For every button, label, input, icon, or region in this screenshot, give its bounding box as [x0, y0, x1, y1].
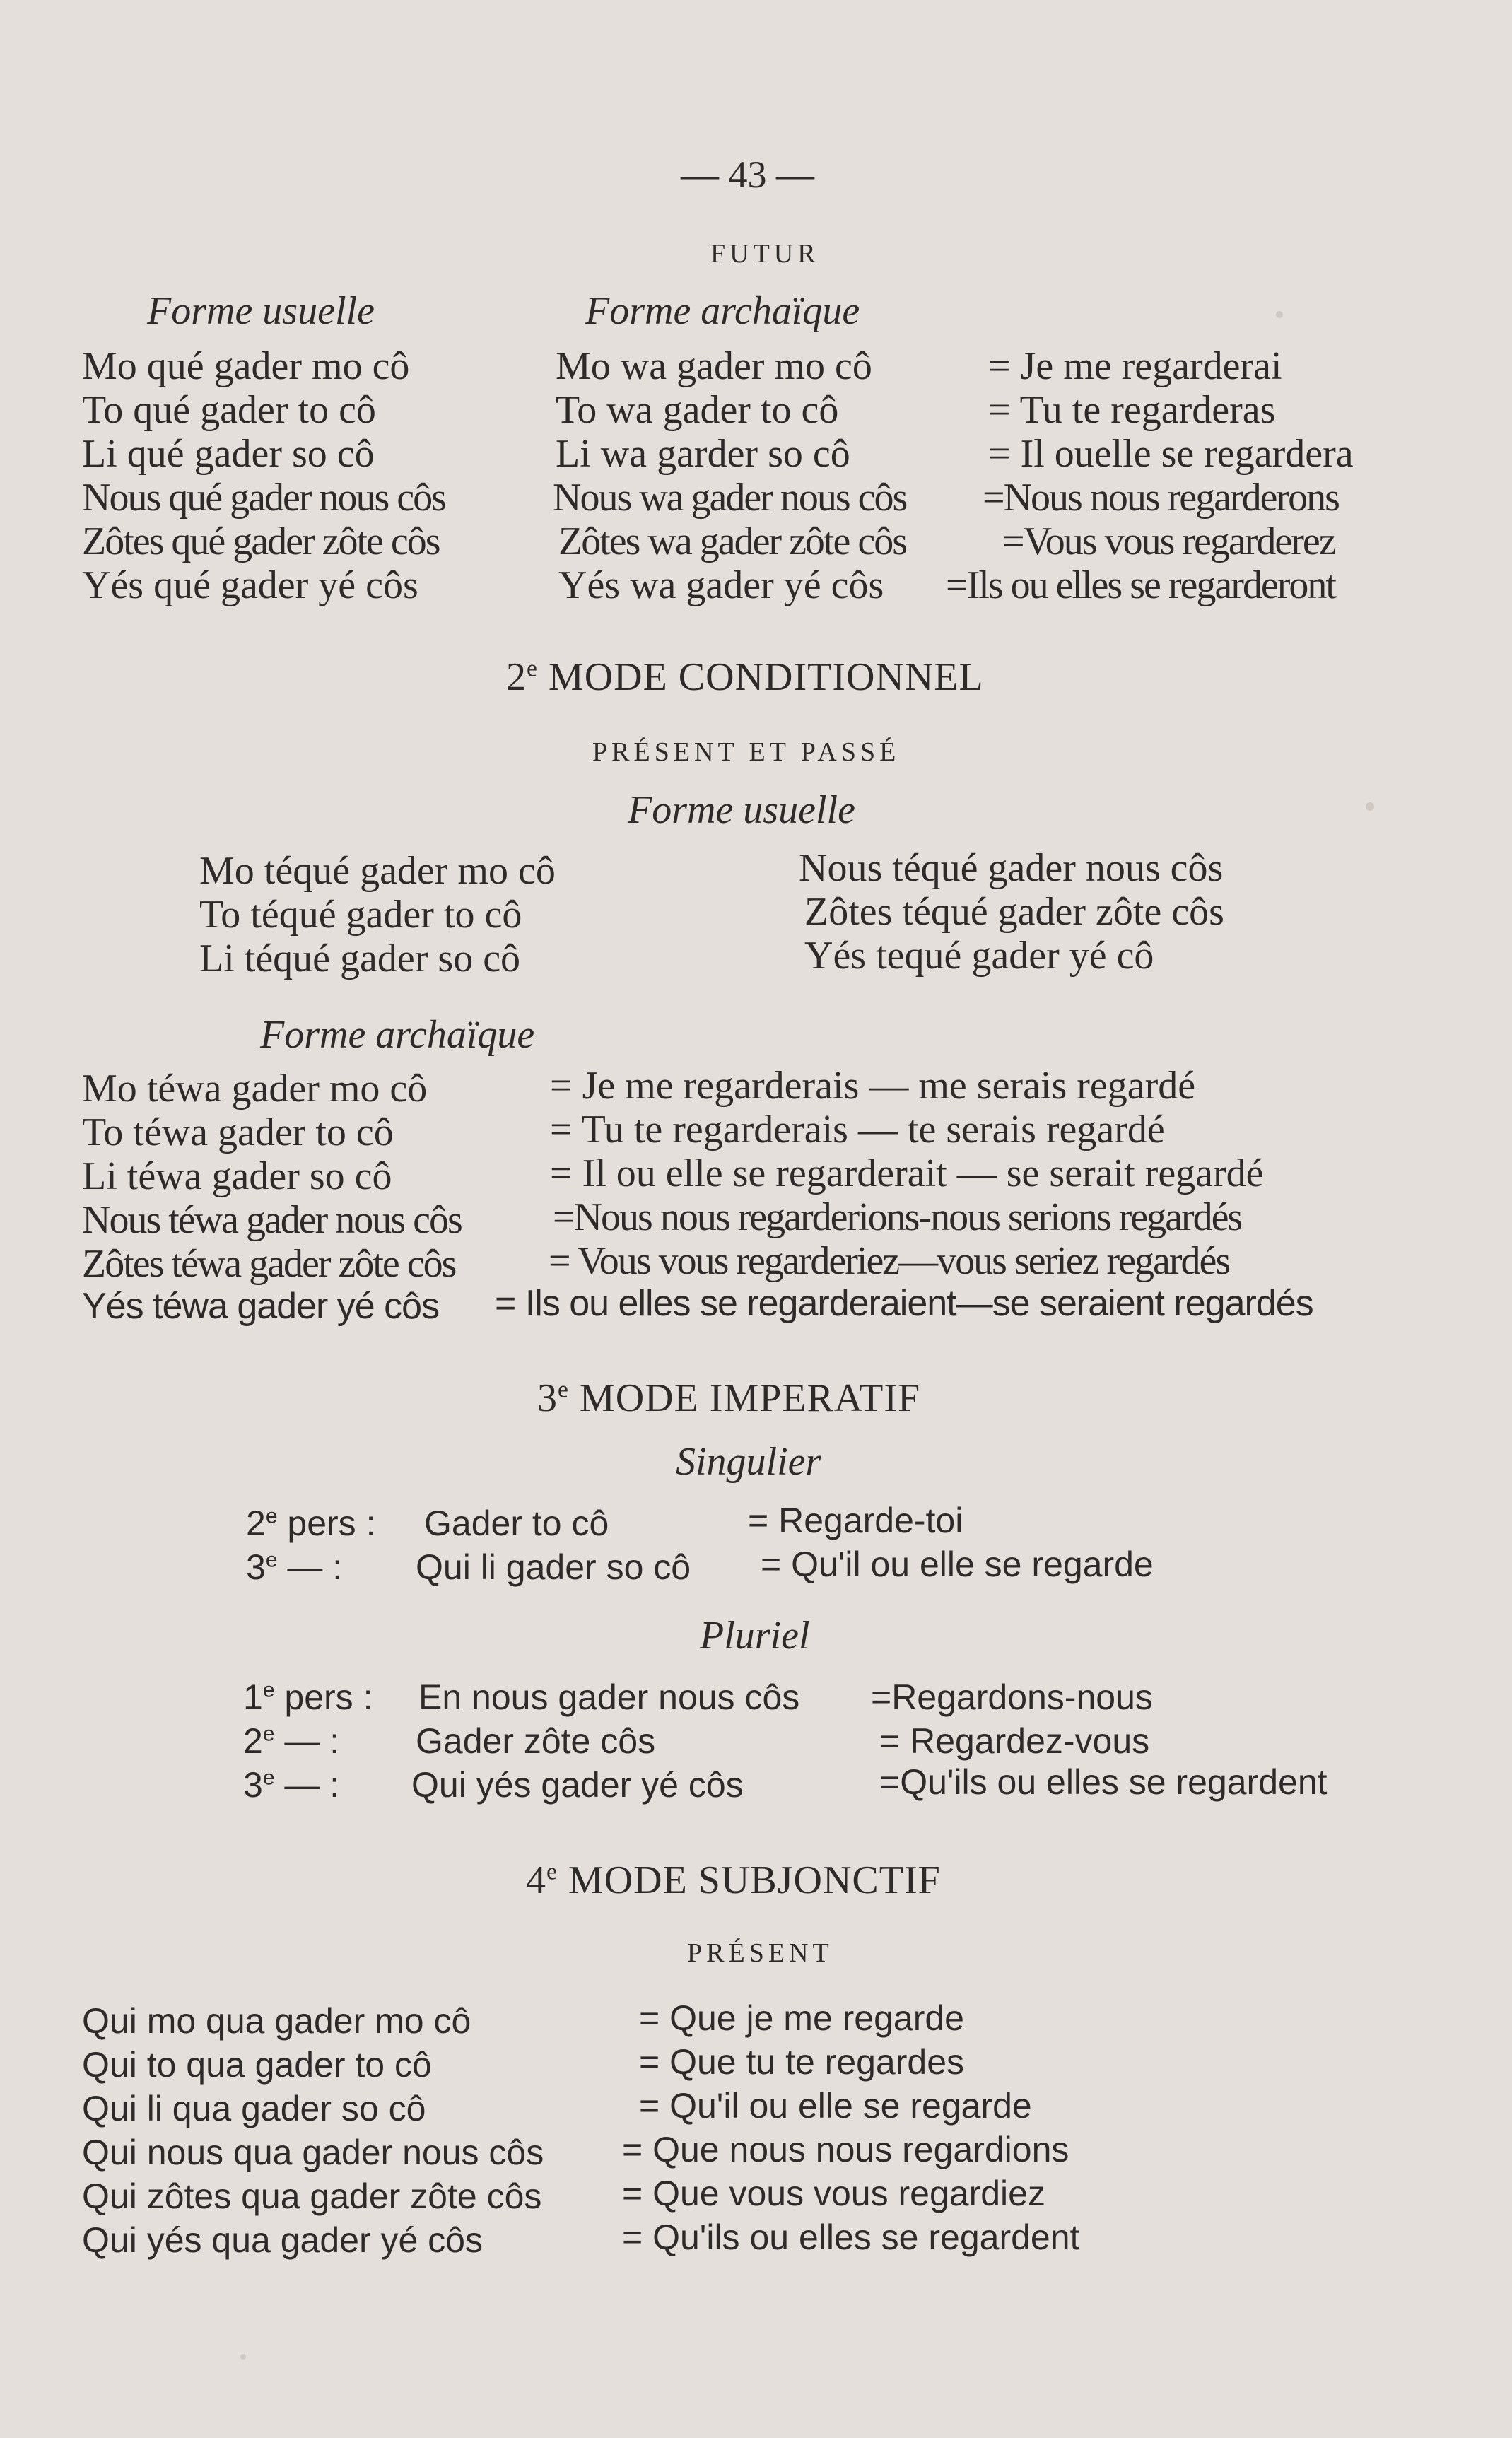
subjonctif-creole-cell: Qui zôtes qua gader zôte côs: [82, 2176, 542, 2216]
conditionnel-creole-cell: Yés téwa gader yé côs: [82, 1286, 440, 1327]
futur-usuelle-cell: To qué gader to cô: [82, 388, 376, 432]
futur-french-cell: = Il ouelle se regardera: [988, 432, 1354, 476]
imperatif-person-label: — :: [284, 1765, 340, 1805]
futur-french-cell: =Nous nous regarderons: [983, 476, 1339, 520]
imperatif-creole-cell: Qui li gader so cô: [416, 1547, 691, 1587]
futur-usuelle-cell: Nous qué gader nous côs: [82, 476, 445, 520]
page-number: — 43 —: [681, 153, 814, 196]
subjonctif-subtitle: PRÉSENT: [687, 1938, 833, 1968]
imperatif-french-cell: =Regardons-nous: [871, 1677, 1153, 1717]
imperatif-title-text: MODE IMPERATIF: [579, 1376, 921, 1420]
imperatif-person: [243, 1767, 339, 1803]
imperatif-singulier-header: Singulier: [676, 1440, 821, 1484]
conditionnel-french-cell: = Ils ou elles se regarderaient—se seraient regardés: [495, 1283, 1313, 1324]
futur-archaique-header: Forme archaïque: [585, 289, 860, 333]
subjonctif-title-text: MODE SUBJONCTIF: [568, 1858, 941, 1902]
conditionnel-usuelle-right: Yés tequé gader yé cô: [804, 934, 1154, 978]
subjonctif-french-cell: = Que tu te regardes: [639, 2042, 965, 2082]
futur-french-cell: = Tu te regarderas: [988, 388, 1276, 432]
futur-usuelle-cell: Yés qué gader yé côs: [82, 563, 418, 607]
subjonctif-creole-cell: Qui mo qua gader mo cô: [82, 2001, 471, 2041]
futur-archaique-cell: To wa gader to cô: [556, 388, 839, 432]
subjonctif-creole-cell: Qui yés qua gader yé côs: [82, 2220, 483, 2260]
conditionnel-title-sup: e: [527, 655, 538, 682]
conditionnel-usuelle-left: Mo téqué gader mo cô: [199, 849, 556, 893]
conditionnel-creole-cell: Mo téwa gader mo cô: [82, 1067, 428, 1110]
imperatif-person: [246, 1549, 342, 1585]
conditionnel-title: [506, 657, 984, 697]
imperatif-title-sup: e: [558, 1376, 569, 1403]
conditionnel-usuelle-left: To téqué gader to cô: [199, 893, 522, 937]
imperatif-person-sup: e: [262, 1722, 275, 1746]
imperatif-person-label: pers :: [284, 1677, 373, 1717]
imperatif-person-label: — :: [287, 1547, 343, 1587]
imperatif-person-sup: e: [265, 1548, 278, 1572]
conditionnel-title-text: MODE CONDITIONNEL: [548, 655, 984, 699]
imperatif-person-num: 2: [243, 1721, 263, 1761]
imperatif-title: [537, 1378, 920, 1418]
futur-archaique-cell: Li wa garder so cô: [556, 432, 850, 476]
imperatif-pluriel-header: Pluriel: [700, 1614, 810, 1658]
conditionnel-french-cell: = Vous vous regarderiez—vous seriez regardés: [549, 1239, 1230, 1283]
futur-usuelle-header: Forme usuelle: [147, 289, 375, 333]
imperatif-creole-cell: Gader zôte côs: [416, 1721, 656, 1761]
imperatif-person-num: 3: [243, 1765, 263, 1805]
imperatif-french-cell: = Qu'il ou elle se regarde: [761, 1545, 1154, 1584]
paper-spot: [240, 2354, 246, 2360]
conditionnel-creole-cell: Li téwa gader so cô: [82, 1154, 392, 1198]
imperatif-creole-cell: Gader to cô: [424, 1504, 609, 1543]
imperatif-creole-cell: En nous gader nous côs: [418, 1677, 800, 1717]
subjonctif-french-cell: = Que vous vous regardiez: [622, 2174, 1045, 2213]
imperatif-person: [243, 1723, 339, 1759]
futur-french-cell: =Ils ou elles se regarderont: [946, 563, 1335, 607]
conditionnel-subtitle: PRÉSENT ET PASSÉ: [592, 737, 901, 767]
subjonctif-title: [526, 1860, 941, 1900]
futur-french-cell: =Vous vous regarderez: [1002, 520, 1335, 563]
paper-spot: [1276, 311, 1283, 318]
futur-archaique-cell: Zôtes wa gader zôte côs: [558, 520, 906, 563]
conditionnel-french-cell: = Il ou elle se regarderait — se serait regardé: [550, 1151, 1264, 1195]
imperatif-person: [243, 1677, 373, 1717]
imperatif-title-num: 3: [537, 1376, 558, 1420]
conditionnel-french-cell: = Je me regarderais — me serais regardé: [550, 1064, 1196, 1108]
subjonctif-french-cell: = Que je me regarde: [639, 1998, 964, 2038]
subjonctif-creole-cell: Qui to qua gader to cô: [82, 2045, 432, 2085]
futur-usuelle-cell: Zôtes qué gader zôte côs: [82, 520, 440, 563]
conditionnel-usuelle-header: Forme usuelle: [628, 788, 855, 832]
futur-usuelle-cell: Li qué gader so cô: [82, 432, 375, 476]
futur-french-cell: = Je me regarderai: [988, 344, 1282, 388]
conditionnel-usuelle-left: Li téqué gader so cô: [199, 937, 521, 980]
subjonctif-title-sup: e: [546, 1858, 558, 1885]
subjonctif-creole-cell: Qui nous qua gader nous côs: [82, 2133, 544, 2172]
conditionnel-french-cell: = Tu te regarderais — te serais regardé: [550, 1108, 1165, 1151]
imperatif-creole-cell: Qui yés gader yé côs: [411, 1765, 744, 1805]
subjonctif-french-cell: = Qu'ils ou elles se regardent: [622, 2217, 1080, 2257]
imperatif-french-cell: =Qu'ils ou elles se regardent: [879, 1762, 1328, 1802]
conditionnel-usuelle-right: Zôtes téqué gader zôte côs: [804, 890, 1224, 934]
imperatif-person-num: 2: [246, 1504, 266, 1543]
subjonctif-french-cell: = Que nous nous regardions: [622, 2130, 1069, 2169]
conditionnel-french-cell: =Nous nous regarderions-nous serions regardés: [553, 1195, 1242, 1239]
conditionnel-usuelle-right: Nous téqué gader nous côs: [799, 846, 1224, 890]
futur-usuelle-cell: Mo qué gader mo cô: [82, 344, 410, 388]
imperatif-person-num: 3: [246, 1547, 266, 1587]
imperatif-person-label: — :: [284, 1721, 340, 1761]
imperatif-person-label: pers :: [287, 1504, 376, 1543]
subjonctif-creole-cell: Qui li qua gader so cô: [82, 2089, 426, 2128]
imperatif-person-num: 1: [243, 1677, 263, 1717]
futur-archaique-cell: Yés wa gader yé côs: [558, 563, 884, 607]
subjonctif-title-num: 4: [526, 1858, 546, 1902]
imperatif-person: [246, 1506, 375, 1541]
conditionnel-creole-cell: To téwa gader to cô: [82, 1110, 394, 1154]
conditionnel-title-num: 2: [506, 655, 527, 699]
imperatif-person-sup: e: [262, 1678, 275, 1702]
futur-archaique-cell: Mo wa gader mo cô: [556, 344, 872, 388]
futur-title: FUTUR: [710, 239, 820, 269]
conditionnel-creole-cell: Zôtes téwa gader zôte côs: [82, 1242, 456, 1286]
imperatif-french-cell: = Regarde-toi: [748, 1501, 963, 1540]
imperatif-french-cell: = Regardez-vous: [879, 1721, 1150, 1761]
conditionnel-archaique-header: Forme archaïque: [260, 1013, 535, 1057]
subjonctif-french-cell: = Qu'il ou elle se regarde: [639, 2086, 1032, 2126]
conditionnel-creole-cell: Nous téwa gader nous côs: [82, 1198, 462, 1242]
paper-spot: [1366, 802, 1374, 811]
futur-archaique-cell: Nous wa gader nous côs: [553, 476, 907, 520]
imperatif-person-sup: e: [262, 1766, 275, 1790]
imperatif-person-sup: e: [265, 1504, 278, 1528]
